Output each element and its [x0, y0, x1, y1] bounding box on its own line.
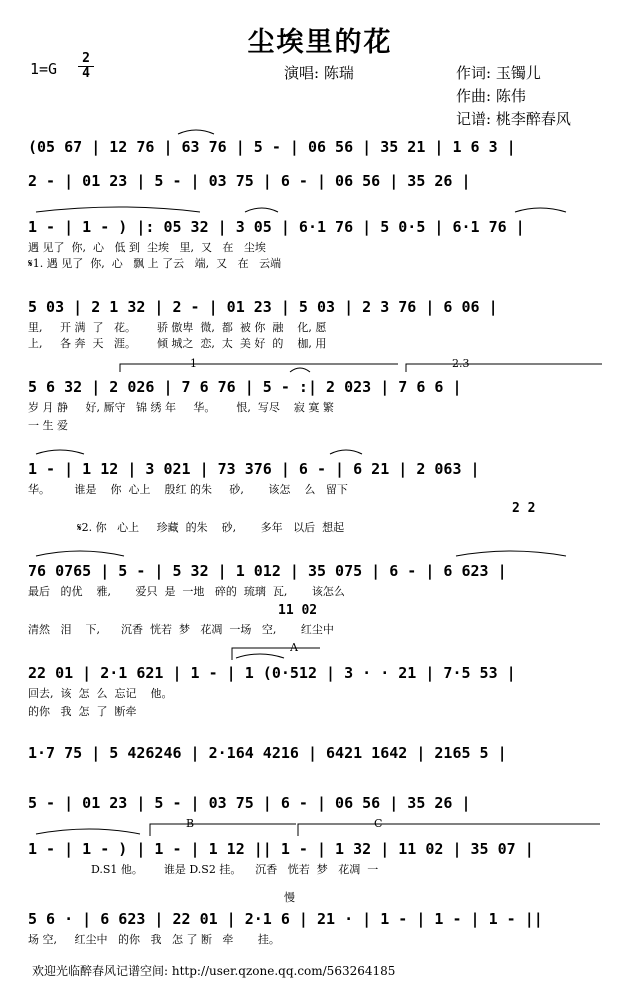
section-b-label: B: [186, 817, 195, 830]
lyric-line: 遇 见了 你, 心 低 到 尘埃 里, 又 在 尘埃: [28, 241, 266, 254]
volta-bracket: [406, 364, 602, 372]
lyric-line: 场 空, 红尘中 的你 我 怎 了 断 牵 挂。: [28, 933, 280, 946]
notation-system-8: 22 01 | 2·1 621 | 1 - | 1 (0·512 | 3 · · 21 | 7·5 53 |: [28, 664, 516, 682]
singer-credit: 演唱: 陈瑞: [284, 64, 354, 82]
lyric-line: 里, 开 满 了 花。 骄 傲卑 微, 都 被 你 融 化, 愿: [28, 321, 327, 334]
time-signature: [78, 53, 94, 80]
notation-system-4: 5 03 | 2 1 32 | 2 - | 01 23 | 5 03 | 2 3 76 | 6 06 |: [28, 298, 498, 316]
notation-system-2: 2 - | 01 23 | 5 - | 03 75 | 6 - | 06 56 | 35 26 |: [28, 172, 471, 190]
lyric-line: 岁 月 静 好, 厮守 锦 绣 年 华。 恨, 写尽 寂 寞 繁: [28, 401, 334, 414]
lyric-line: 𝄋1. 遇 见了 你, 心 飘 上 了云 端, 又 在 云端: [28, 257, 282, 270]
lyric-line: D.S1 他。 谁是 D.S2 挂。 沉香 恍若 梦 花凋 一: [28, 863, 379, 876]
notation-system-3: 1 - | 1 - ) |: 05 32 | 3 05 | 6·1 76 | 5 0·5 | 6·1 76 |: [28, 218, 525, 236]
lyric-line: 一 生 爱: [28, 419, 68, 432]
volta-23-label: 2.3: [452, 357, 470, 370]
transcriber-credit: 记谱: 桃李醉春风: [456, 110, 571, 128]
key-signature: 1=G: [30, 60, 58, 78]
tempo-mark: 慢: [284, 891, 295, 904]
extra-notes: 11 02: [278, 603, 318, 618]
notation-system-5: 5 6 32 | 2 026 | 7 6 76 | 5 - :| 2 023 | 7 6 6 |: [28, 378, 462, 396]
notation-system-1: (05 67 | 12 76 | 63 76 | 5 - | 06 56 | 35 21 | 1 6 3 |: [28, 138, 516, 156]
notation-system-11: 1 - | 1 - ) | 1 - | 1 12 || 1 - | 1 32 | 11 02 | 35 07 |: [28, 840, 534, 858]
time-signature-bottom: 4: [82, 66, 90, 81]
section-a-label: A: [290, 641, 298, 654]
song-title: 尘埃里的花: [247, 27, 393, 58]
lyric-line: 上, 各 奔 天 涯。 倾 城之 恋, 太 美 好 的 枷, 用: [28, 337, 327, 350]
notation-system-7: 76 0765 | 5 - | 5 32 | 1 012 | 35 075 | 6 - | 6 623 |: [28, 562, 507, 580]
notation-system-6: 1 - | 1 12 | 3 021 | 73 376 | 6 - | 6 21 | 2 063 |: [28, 460, 480, 478]
lyric-line: 𝄋2. 你 心上 珍藏 的朱 砂, 多年 以后 想起: [28, 521, 345, 534]
lyric-line: 华。 谁是 你 心上 殷红 的朱 砂, 该怎 么 留下: [28, 483, 348, 496]
lyric-line: 的你 我 怎 了 断牵: [28, 705, 137, 718]
lyricist-credit: 作词: 玉镯儿: [456, 64, 541, 82]
time-signature-top: 2: [82, 51, 90, 66]
lyric-line: 清然 泪 下, 沉香 恍若 梦 花凋 一场 空, 红尘中: [28, 623, 334, 636]
lyric-line: 回去, 该 怎 么 忘记 他。: [28, 687, 173, 700]
volta-bracket: [120, 364, 398, 372]
notation-system-9: 1·7 75 | 5 426246 | 2·164 4216 | 6421 1642 | 2165 5 |: [28, 744, 507, 762]
composer-credit: 作曲: 陈伟: [456, 87, 526, 105]
section-c-label: C: [374, 817, 383, 830]
extra-notes: 2 2: [512, 501, 536, 516]
volta-1-label: 1: [190, 357, 197, 370]
notation-system-12: 5 6 · | 6 623 | 22 01 | 2·1 6 | 21 · | 1 - | 1 - | 1 - ||: [28, 910, 543, 928]
lyric-line: 最后 的优 雅, 爱只 是 一地 碎的 琉璃 瓦, 该怎么: [28, 585, 345, 598]
footer-note: 欢迎光临醉春风记谱空间: http://user.qzone.qq.com/563264185: [32, 964, 396, 978]
notation-system-10: 5 - | 01 23 | 5 - | 03 75 | 6 - | 06 56 | 35 26 |: [28, 794, 471, 812]
